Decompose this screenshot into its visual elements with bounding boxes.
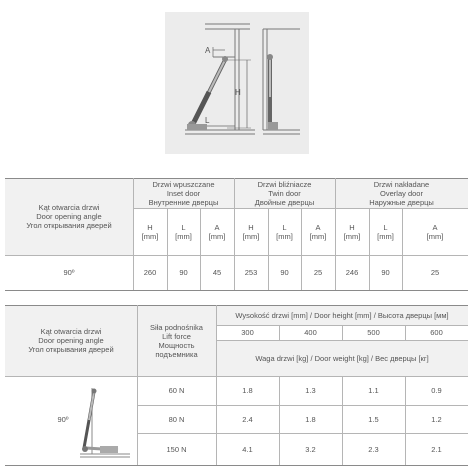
group-header-twin: Drzwi bliźniacze Twin door Двойные дверцы [254,179,315,207]
table2-angle-value: 90º [57,414,69,424]
table1-angle-value: 90º [63,268,75,277]
group-header-overlay: Drzwi nakładane Overlay door Наружные дверцы [369,179,434,207]
table1-angle-header [5,178,133,255]
lift-force-value: 60 N [168,386,185,395]
subcol-header: A [mm] [208,222,226,241]
subcol-header: L [mm] [175,222,192,241]
weight-cell: 1.1 [368,386,379,395]
lift-force-header: Siła podnośnika Lift force Мощность подъемника [150,322,203,359]
table1-cell: 90 [381,268,390,277]
weight-cell: 2.4 [242,414,253,424]
table1-cell: 90 [179,268,188,277]
subcol-header: A [mm] [309,222,327,241]
subcol-header: A [mm] [426,222,444,241]
weight-cell: 1.5 [368,414,379,424]
table1-cell: 45 [212,268,222,277]
subcol-header: H [mm] [141,222,159,241]
subcol-header: L [mm] [377,222,394,241]
angle-header-ru: Угол открывания дверей [26,221,112,230]
subcol-header: H [mm] [343,222,361,241]
dimension-l-label: L [205,116,210,125]
strut-thumbnail [70,382,132,460]
subcol-header: L [mm] [276,222,293,241]
table1-cell: 253 [244,268,258,277]
gas-strut-diagram-svg [165,12,309,154]
table1-cell: 90 [280,268,289,277]
table1-cell: 260 [143,268,157,277]
weight-cell: 1.8 [305,414,316,424]
height-value: 400 [304,328,317,337]
angle-header-en: Door opening angle [36,212,102,221]
lift-force-value: 80 N [168,414,185,424]
weight-cell: 4.1 [242,444,253,454]
weight-cell: 1.8 [242,386,253,395]
height-value: 300 [241,328,254,337]
weight-cell: 2.3 [368,444,379,454]
weight-cell: 0.9 [431,386,442,395]
table1-cell: 246 [345,268,359,277]
table1-cell: 25 [313,268,323,277]
door-weight-header: Waga drzwi [kg] / Door weight [kg] / Вес дверцы [кг] [255,353,429,363]
installation-diagram [165,12,309,154]
table2-angle-header: Kąt otwarcia drzwi Door opening angle Угол открывания дверей [28,327,114,354]
subcol-header: H [mm] [242,222,260,241]
dimension-a-label: A [205,46,211,55]
group-header-inset: Drzwi wpuszczane Inset door Внутренние дверцы [148,179,219,207]
gas-strut-icon [70,382,132,460]
weight-cell: 2.1 [431,444,442,454]
dimension-h-label: H [235,88,241,97]
table1-cell: 25 [430,268,440,277]
angle-header-pl: Kąt otwarcia drzwi [38,203,100,212]
height-value: 500 [367,328,380,337]
door-height-header: Wysokość drzwi [mm] / Door height [mm] / Высота дверцы [мм] [235,310,449,320]
weight-cell: 1.2 [431,414,442,424]
weight-cell: 3.2 [305,444,316,454]
weight-cell: 1.3 [305,386,316,395]
height-value: 600 [430,328,443,337]
lift-force-value: 150 N [166,444,187,454]
